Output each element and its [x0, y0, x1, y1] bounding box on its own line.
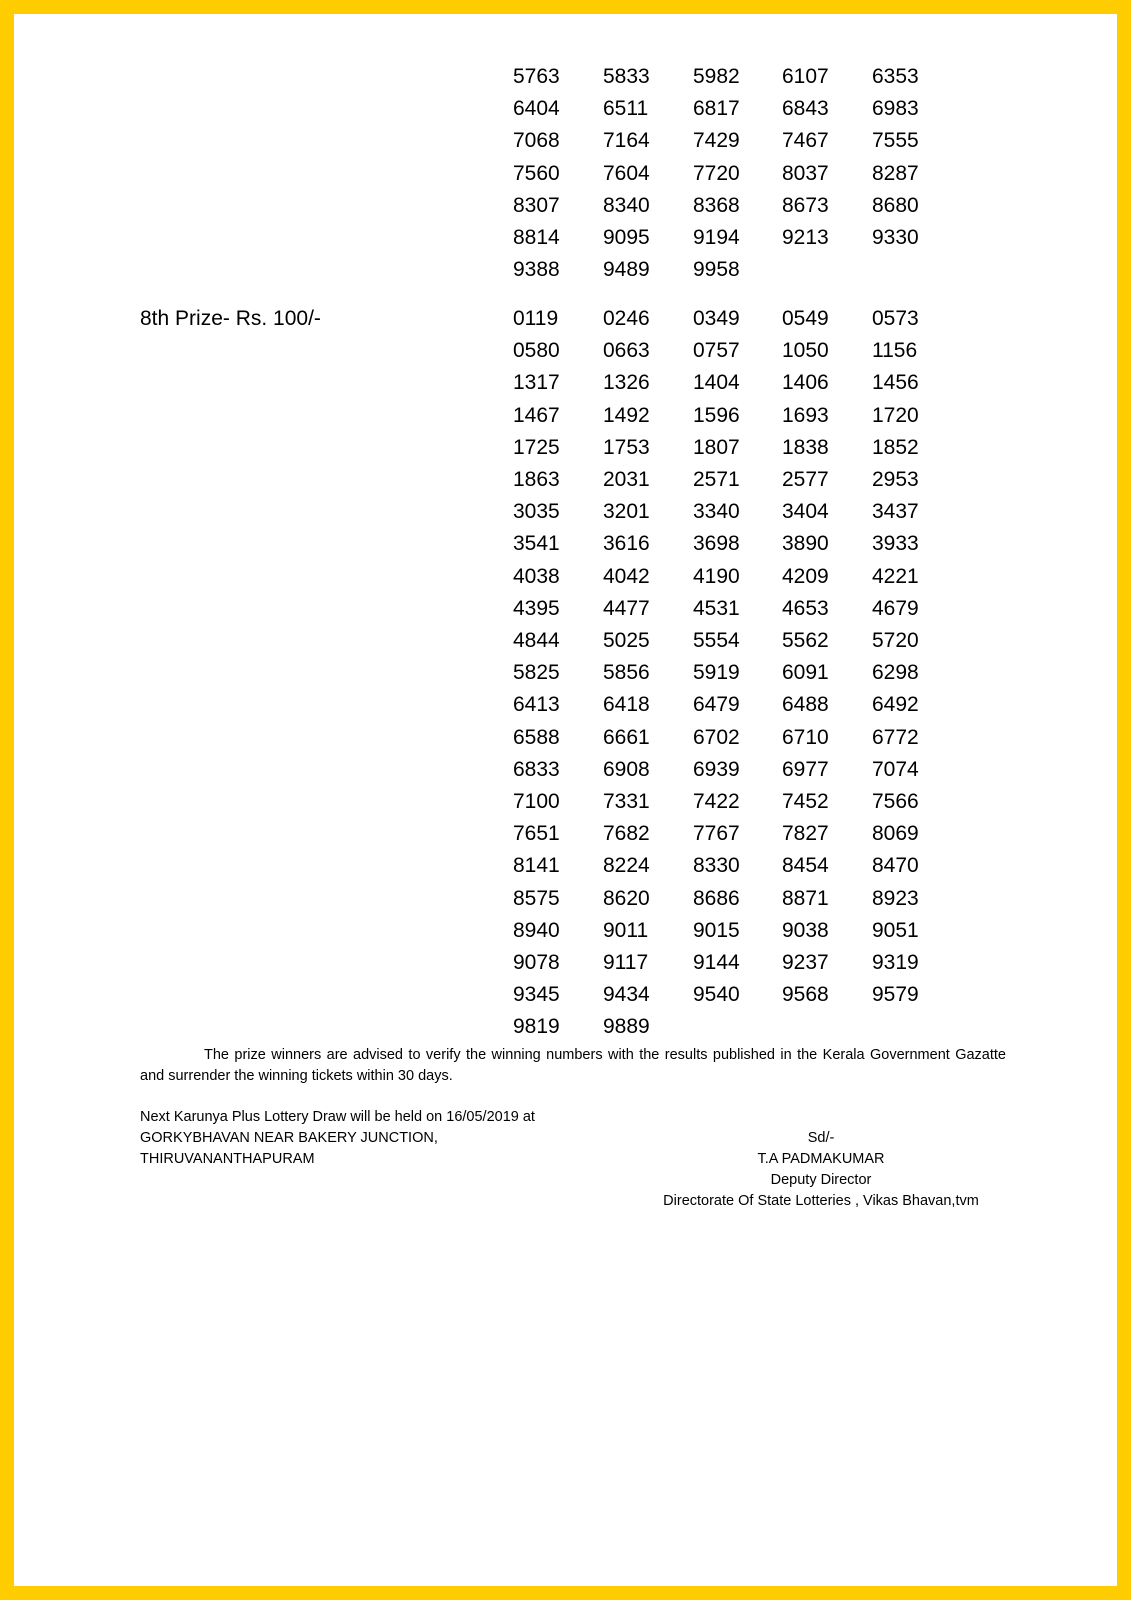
winning-number: 8368 — [693, 193, 740, 217]
winning-number: 6353 — [872, 65, 919, 88]
number-row — [14, 657, 1117, 689]
winning-number: 9568 — [782, 983, 829, 1007]
number-row — [14, 979, 1117, 1011]
winning-number: 6091 — [782, 661, 829, 685]
eighth-prize-label: 8th Prize- Rs. 100/- — [140, 307, 321, 330]
winning-number: 7555 — [872, 129, 919, 153]
winning-number: 3890 — [782, 532, 829, 556]
winning-number: 2031 — [603, 468, 650, 491]
number-row — [14, 625, 1117, 657]
winning-number: 9194 — [693, 226, 740, 249]
winning-number: 1317 — [513, 371, 560, 395]
winning-number: 8307 — [513, 193, 560, 217]
winning-number: 6939 — [693, 757, 740, 781]
number-row — [14, 818, 1117, 850]
winning-number: 7604 — [603, 161, 650, 185]
winning-number: 6418 — [603, 693, 650, 717]
winning-number: 4844 — [513, 629, 560, 652]
winning-number: 3541 — [513, 532, 560, 556]
winning-number: 8620 — [603, 886, 650, 910]
number-row — [14, 303, 1117, 335]
winning-number: 9489 — [603, 258, 650, 282]
winning-number: 1720 — [872, 403, 919, 427]
number-row — [14, 464, 1117, 496]
number-row — [14, 754, 1117, 786]
winning-number: 8575 — [513, 886, 560, 910]
winning-number: 6298 — [872, 661, 919, 685]
winners-notice — [140, 1045, 1006, 1087]
winning-number: 4209 — [782, 564, 829, 588]
winning-number: 8871 — [782, 886, 829, 910]
winning-number: 4395 — [513, 596, 560, 620]
winning-number: 9345 — [513, 983, 560, 1007]
winning-number: 6843 — [782, 97, 829, 121]
winning-number: 1725 — [513, 435, 560, 459]
winning-number: 4221 — [872, 564, 919, 588]
winning-number: 6413 — [513, 693, 560, 717]
winning-number: 6488 — [782, 693, 829, 717]
winning-number: 7068 — [513, 129, 560, 153]
winning-number: 5554 — [693, 629, 740, 652]
winning-number: 8686 — [693, 886, 740, 910]
winning-number: 5919 — [693, 661, 740, 685]
winning-number: 9958 — [693, 258, 740, 282]
winning-number: 3340 — [693, 500, 740, 524]
winning-number: 4531 — [693, 596, 740, 620]
winning-number: 1492 — [603, 403, 650, 427]
winning-number: 9078 — [513, 951, 560, 974]
next-draw-info — [140, 1107, 600, 1170]
winning-number: 1596 — [693, 403, 740, 427]
winning-number: 6511 — [603, 97, 649, 121]
winning-number: 4190 — [693, 564, 740, 588]
number-row — [14, 125, 1117, 157]
number-row — [14, 883, 1117, 915]
next-draw-line-3: THIRUVANANTHAPURAM — [140, 1151, 315, 1167]
winning-number: 9388 — [513, 258, 560, 282]
winning-number: 7767 — [693, 822, 740, 846]
winning-number: 6661 — [603, 725, 650, 749]
winning-number: 8330 — [693, 854, 740, 878]
winning-number: 7074 — [872, 757, 919, 781]
winning-number: 4653 — [782, 596, 829, 620]
winning-number: 9237 — [782, 951, 829, 974]
winning-number: 5720 — [872, 629, 919, 652]
winning-number: 3035 — [513, 500, 560, 524]
winning-number: 9319 — [872, 951, 919, 974]
signatory-name: T.A PADMAKUMAR — [757, 1151, 885, 1167]
winning-number: 1467 — [513, 403, 560, 427]
winning-number: 5562 — [782, 629, 829, 652]
winning-number: 0549 — [782, 307, 829, 330]
signature-block — [614, 1128, 1028, 1212]
winning-number: 1050 — [782, 339, 829, 363]
number-row — [14, 915, 1117, 947]
winning-number: 1404 — [693, 371, 740, 395]
winning-number: 7682 — [603, 822, 650, 846]
winning-number: 9051 — [872, 918, 919, 942]
winning-number: 9015 — [693, 918, 740, 942]
winning-number: 7651 — [513, 822, 560, 846]
number-row — [14, 1011, 1117, 1043]
winning-number: 9434 — [603, 983, 650, 1007]
winning-number: 8814 — [513, 226, 560, 249]
winning-number: 8224 — [603, 854, 650, 878]
winning-number: 8680 — [872, 193, 919, 217]
number-row — [14, 335, 1117, 367]
number-row — [14, 400, 1117, 432]
winning-number: 7164 — [603, 129, 650, 153]
winning-number: 8141 — [513, 854, 560, 878]
next-draw-line-2: GORKYBHAVAN NEAR BAKERY JUNCTION, — [140, 1130, 438, 1146]
number-row — [14, 93, 1117, 125]
number-row — [14, 561, 1117, 593]
winning-number: 1863 — [513, 468, 560, 491]
winning-number: 6588 — [513, 725, 560, 749]
winning-number: 3404 — [782, 500, 829, 524]
winning-number: 8923 — [872, 886, 919, 910]
winning-number: 1753 — [603, 435, 650, 459]
winning-number: 0119 — [513, 307, 559, 330]
winning-number: 9144 — [693, 951, 740, 974]
winning-number: 0349 — [693, 307, 740, 330]
winning-number: 0757 — [693, 339, 740, 363]
winning-number: 1838 — [782, 435, 829, 459]
winning-number: 6817 — [693, 97, 740, 121]
winning-number: 8940 — [513, 918, 560, 942]
winning-number: 4477 — [603, 596, 650, 620]
signatory-office: Directorate Of State Lotteries , Vikas Bhavan,tvm — [663, 1193, 979, 1209]
winning-number: 9330 — [872, 226, 919, 249]
signatory-designation: Deputy Director — [770, 1172, 872, 1188]
winning-number: 6479 — [693, 693, 740, 717]
winning-number: 2571 — [693, 468, 740, 491]
winning-number: 6772 — [872, 725, 919, 749]
winning-number: 3437 — [872, 500, 919, 524]
winning-number: 0663 — [603, 339, 650, 363]
number-row — [14, 496, 1117, 528]
winning-number: 1406 — [782, 371, 829, 395]
winning-number: 5982 — [693, 65, 740, 88]
winning-number: 9038 — [782, 918, 829, 942]
winning-number: 1156 — [872, 339, 918, 363]
winning-number: 1456 — [872, 371, 919, 395]
winning-number: 9819 — [513, 1015, 560, 1039]
winning-number: 6107 — [782, 65, 829, 88]
winning-number: 7827 — [782, 822, 829, 846]
winning-number: 7100 — [513, 790, 560, 813]
winning-number: 0573 — [872, 307, 919, 330]
winning-number: 9540 — [693, 983, 740, 1007]
winning-number: 6977 — [782, 757, 829, 781]
number-row — [14, 61, 1117, 93]
winning-number: 1326 — [603, 371, 650, 395]
winning-number: 0580 — [513, 339, 560, 363]
number-row — [14, 190, 1117, 222]
signature-sd: Sd/- — [807, 1130, 835, 1146]
winning-number: 5025 — [603, 629, 650, 652]
winning-number: 8673 — [782, 193, 829, 217]
number-row — [14, 158, 1117, 190]
number-row — [14, 528, 1117, 560]
winning-number: 7452 — [782, 790, 829, 813]
number-row — [14, 850, 1117, 882]
winning-number: 5763 — [513, 65, 560, 88]
winning-number: 7566 — [872, 790, 919, 813]
number-row — [14, 432, 1117, 464]
winning-number: 9213 — [782, 226, 829, 249]
winning-number: 6702 — [693, 725, 740, 749]
winning-number: 3698 — [693, 532, 740, 556]
winning-number: 4679 — [872, 596, 919, 620]
winning-number: 6983 — [872, 97, 919, 121]
number-row — [14, 947, 1117, 979]
number-row — [14, 593, 1117, 625]
winning-number: 8069 — [872, 822, 919, 846]
winning-number: 2953 — [872, 468, 919, 491]
winning-number: 1852 — [872, 435, 919, 459]
winning-number: 7720 — [693, 161, 740, 185]
winning-number: 0246 — [603, 307, 650, 330]
winning-number: 3616 — [603, 532, 650, 556]
winning-number: 7429 — [693, 129, 740, 153]
winning-number: 9095 — [603, 226, 650, 249]
winning-number: 6908 — [603, 757, 650, 781]
number-row — [14, 254, 1117, 286]
winning-number: 4042 — [603, 564, 650, 588]
winning-number: 3933 — [872, 532, 919, 556]
number-row — [14, 367, 1117, 399]
winners-notice-text: The prize winners are advised to verify the winning numbers with the results published in the Kerala Government Gazatte and surrender the winning tickets within 30 days. — [140, 1047, 1006, 1084]
winning-number: 5833 — [603, 65, 650, 88]
winning-number: 9889 — [603, 1015, 650, 1039]
winning-number: 7331 — [603, 790, 650, 813]
number-row — [14, 689, 1117, 721]
winning-number: 9579 — [872, 983, 919, 1007]
winning-number: 9117 — [603, 951, 649, 974]
number-row — [14, 722, 1117, 754]
winning-number: 5856 — [603, 661, 650, 685]
winning-number: 8340 — [603, 193, 650, 217]
winning-number: 8037 — [782, 161, 829, 185]
winning-number: 1693 — [782, 403, 829, 427]
winning-number: 4038 — [513, 564, 560, 588]
winning-number: 2577 — [782, 468, 829, 491]
next-draw-line-1: Next Karunya Plus Lottery Draw will be held on 16/05/2019 at — [140, 1109, 535, 1125]
winning-number: 8454 — [782, 854, 829, 878]
winning-number: 6404 — [513, 97, 560, 121]
number-row — [14, 222, 1117, 254]
winning-number: 1807 — [693, 435, 740, 459]
winning-number: 7467 — [782, 129, 829, 153]
winning-number: 6710 — [782, 725, 829, 749]
winning-number: 3201 — [603, 500, 650, 524]
winning-number: 7560 — [513, 161, 560, 185]
winning-number: 7422 — [693, 790, 740, 813]
number-row — [14, 786, 1117, 818]
winning-number: 9011 — [603, 918, 649, 942]
winning-number: 6492 — [872, 693, 919, 717]
winning-number: 8470 — [872, 854, 919, 878]
winning-number: 8287 — [872, 161, 919, 185]
winning-number: 6833 — [513, 757, 560, 781]
winning-number: 5825 — [513, 661, 560, 685]
